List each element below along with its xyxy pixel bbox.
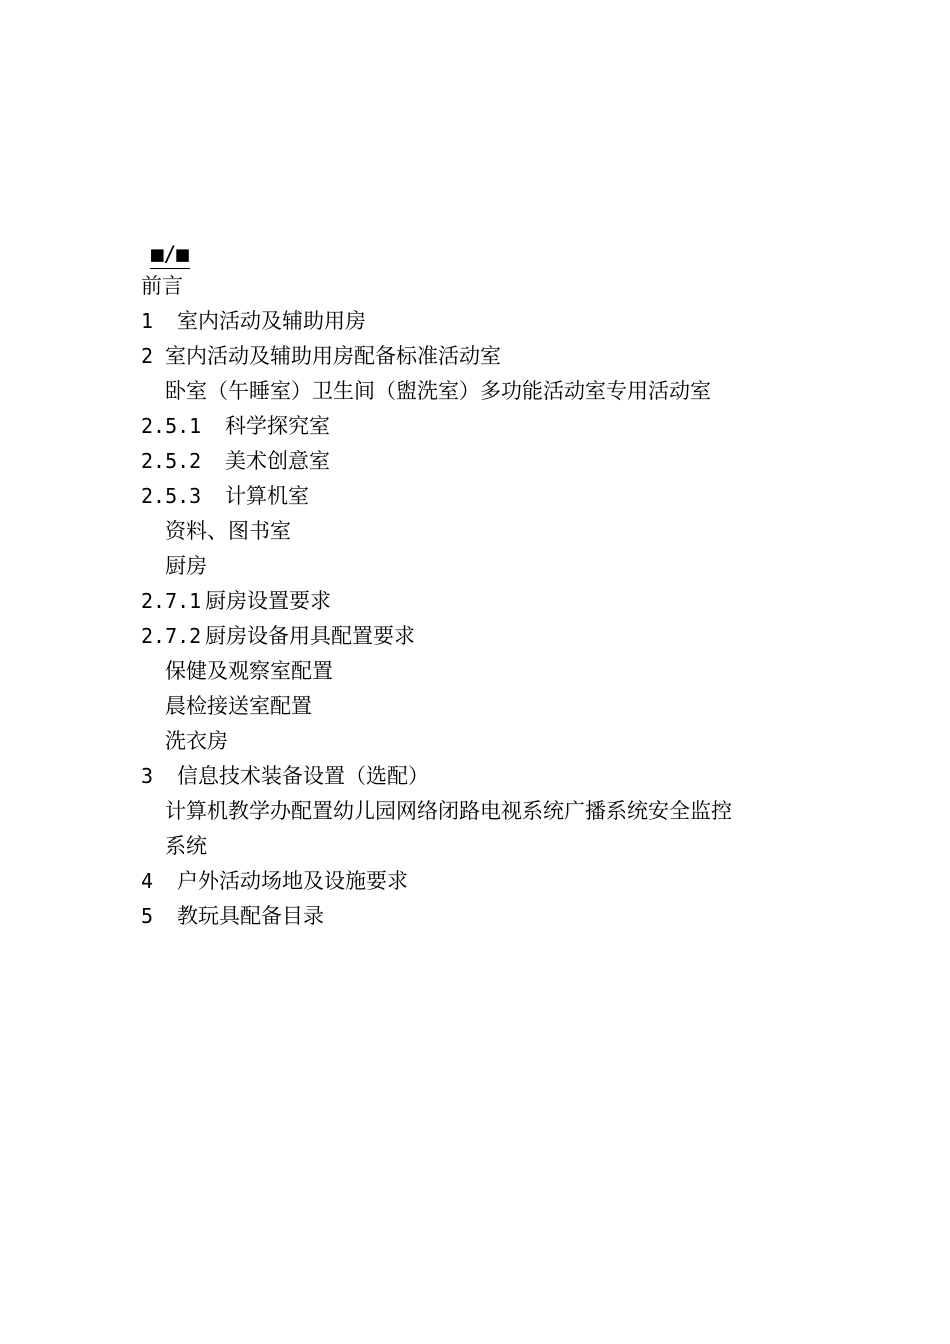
toc-item-2-5-3[interactable] xyxy=(141,479,841,514)
toc-item-morning-check[interactable] xyxy=(141,689,841,724)
toc-item-label: 计算机室 xyxy=(225,484,309,508)
toc-item-4[interactable] xyxy=(141,864,841,899)
toc-item-number: 2.7.2 xyxy=(141,624,202,648)
toc-item-label: 户外活动场地及设施要求 xyxy=(177,869,408,893)
toc-item-1[interactable] xyxy=(141,304,841,339)
toc-item-number: 2 xyxy=(141,344,154,368)
toc-item-3[interactable] xyxy=(141,759,841,794)
toc-item-label: 教玩具配备目录 xyxy=(177,904,324,928)
toc-item-number: 2.5.3 xyxy=(141,484,202,508)
table-of-contents xyxy=(141,269,841,934)
toc-item-number: 1 xyxy=(141,309,154,333)
toc-item-it-systems-cont[interactable] xyxy=(141,829,841,864)
toc-item-label: 厨房 xyxy=(165,554,207,578)
toc-preface-label: 前言 xyxy=(141,274,183,298)
toc-item-2-7-2[interactable] xyxy=(141,619,841,654)
toc-item-it-systems[interactable] xyxy=(141,794,841,829)
toc-item-label: 室内活动及辅助用房 xyxy=(177,309,366,333)
toc-item-label: 室内活动及辅助用房配备标准活动室 xyxy=(165,344,501,368)
toc-item-label: 美术创意室 xyxy=(225,449,330,473)
toc-item-label: 厨房设备用具配置要求 xyxy=(205,624,415,648)
header-mark: ■/■ xyxy=(150,240,190,269)
toc-item-label: 晨检接送室配置 xyxy=(165,694,312,718)
toc-item-number: 2.5.2 xyxy=(141,449,202,473)
toc-item-kitchen[interactable] xyxy=(141,549,841,584)
toc-item-number: 2.5.1 xyxy=(141,414,202,438)
toc-item-5[interactable] xyxy=(141,899,841,934)
toc-item-label: 厨房设置要求 xyxy=(205,589,331,613)
toc-item-number: 5 xyxy=(141,904,154,928)
toc-preface[interactable] xyxy=(141,269,841,304)
toc-item-number: 3 xyxy=(141,764,154,788)
toc-item-2[interactable] xyxy=(141,339,841,374)
toc-item-library[interactable] xyxy=(141,514,841,549)
toc-item-number: 2.7.1 xyxy=(141,589,202,613)
toc-item-label: 系统 xyxy=(165,834,207,858)
toc-item-2-5-1[interactable] xyxy=(141,409,841,444)
toc-item-label: 信息技术装备设置（选配） xyxy=(177,764,429,788)
toc-item-label: 资料、图书室 xyxy=(165,519,291,543)
toc-item-label: 卧室（午睡室）卫生间（盥洗室）多功能活动室专用活动室 xyxy=(165,379,711,403)
toc-item-label: 洗衣房 xyxy=(165,729,228,753)
toc-item-rooms[interactable] xyxy=(141,374,841,409)
toc-item-laundry[interactable] xyxy=(141,724,841,759)
toc-item-2-5-2[interactable] xyxy=(141,444,841,479)
toc-item-label: 科学探究室 xyxy=(225,414,330,438)
toc-item-label: 保健及观察室配置 xyxy=(165,659,333,683)
toc-item-label: 计算机教学办配置幼儿园网络闭路电视系统广播系统安全监控 xyxy=(165,799,732,823)
toc-item-health-room[interactable] xyxy=(141,654,841,689)
toc-item-number: 4 xyxy=(141,869,154,893)
toc-item-2-7-1[interactable] xyxy=(141,584,841,619)
